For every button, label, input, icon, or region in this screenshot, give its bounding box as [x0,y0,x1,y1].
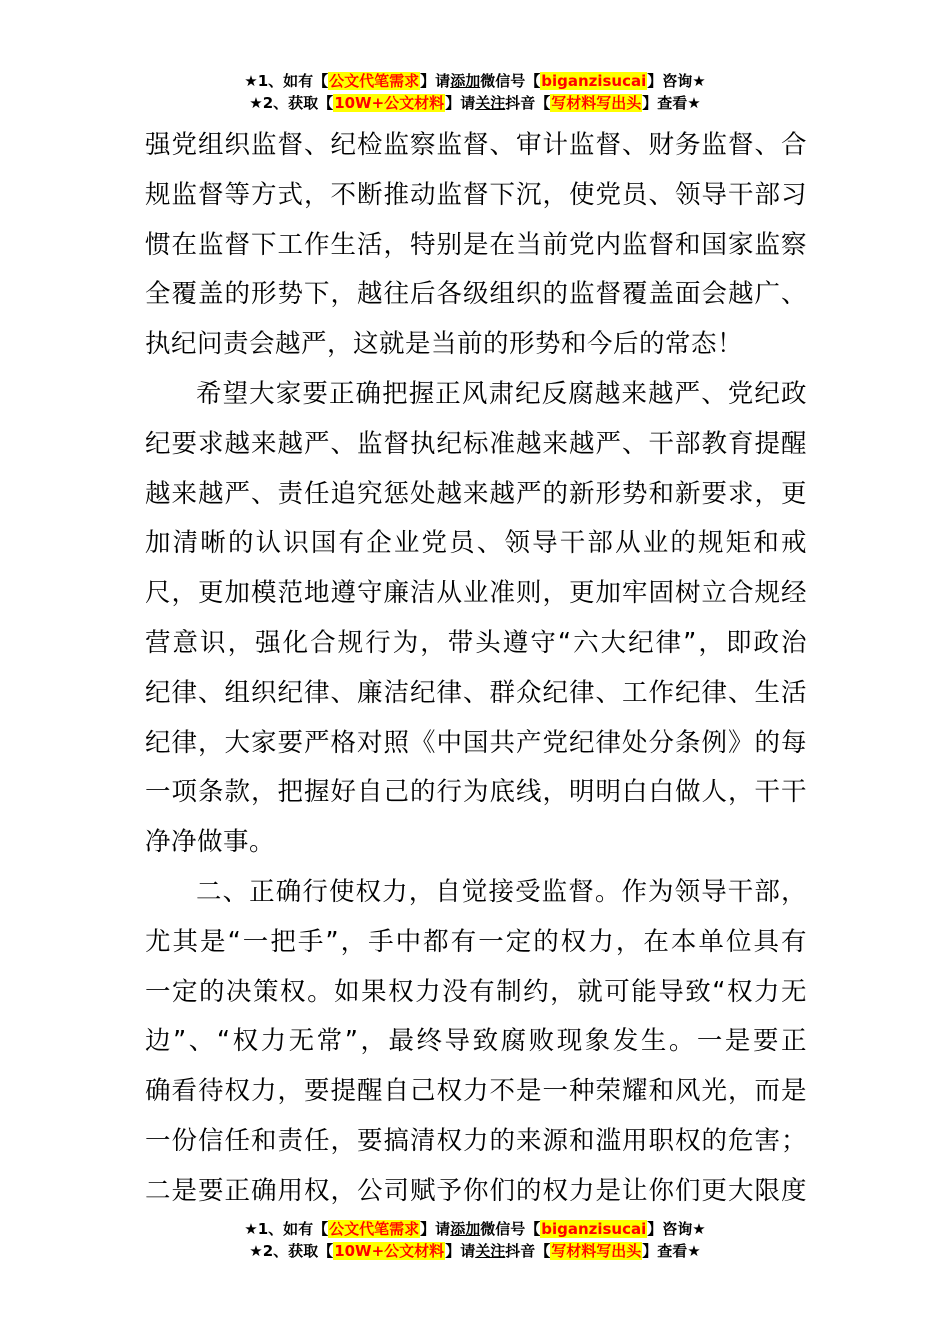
banner-line-2 [0,1240,950,1262]
banner-text: 】请 [445,1242,476,1260]
text-line: 全覆盖的形势下，越往后各级组织的监督覆盖面会越广、 [145,279,807,310]
banner-highlight: 公文代笔需求 [329,72,420,90]
text-line: 一项条款，把握好自己的行为底线，明明白白做人，干干 [145,777,807,808]
banner-underlined-text: 添加 [450,1220,481,1238]
banner-text: 微信号【 [480,1220,541,1238]
header-banner [0,70,950,114]
banner-text: 】请 [420,1220,451,1238]
text-line: 加清晰的认识国有企业党员、领导干部从业的规矩和戒 [145,528,807,559]
text-line: 净净做事。 [145,827,276,858]
banner-text: 抖音【 [505,94,551,112]
banner-underlined-text: 关注 [475,94,506,112]
banner-underlined-text: 添加 [450,72,481,90]
paragraph-first-line: 二、正确行使权力，自觉接受监督。作为领导干部， [196,876,807,907]
banner-line-1 [0,70,950,92]
banner-text: 】查看★ [642,1242,701,1260]
banner-highlight: 10W+公文材料 [334,1242,445,1260]
banner-text: ★2、获取【 [249,94,334,112]
banner-text: ★1、如有【 [244,72,329,90]
text-line: 尤其是“一把手”，手中都有一定的权力，在本单位具有 [145,926,807,957]
text-line: 规监督等方式，不断推动监督下沉，使党员、领导干部习 [145,179,807,210]
banner-text: 】请 [445,94,476,112]
banner-text: 】请 [420,72,451,90]
banner-highlight: 公文代笔需求 [329,1220,420,1238]
text-line: 纪律，大家要严格对照《中国共产党纪律处分条例》的每 [145,727,807,758]
footer-banner [0,1218,950,1262]
banner-text: ★2、获取【 [249,1242,334,1260]
text-line: 边”、“权力无常”，最终导致腐败现象发生。一是要正 [145,1026,807,1057]
text-line: 二是要正确用权，公司赋予你们的权力是让你们更大限度 [145,1175,807,1206]
text-line: 纪律、组织纪律、廉洁纪律、群众纪律、工作纪律、生活 [145,677,807,708]
banner-text: 】查看★ [642,94,701,112]
text-line: 一份信任和责任，要搞清权力的来源和滥用职权的危害； [145,1125,807,1156]
banner-text: 】咨询★ [647,72,706,90]
banner-line-2 [0,92,950,114]
banner-highlight: biganzisucai [541,72,647,90]
banner-text: 微信号【 [480,72,541,90]
text-line: 越来越严、责任追究惩处越来越严的新形势和新要求，更 [145,478,807,509]
banner-highlight: 写材料写出头 [551,1242,642,1260]
text-line: 纪要求越来越严、监督执纪标准越来越严、干部教育提醒 [145,428,807,459]
text-line: 营意识，强化合规行为，带头遵守“六大纪律”，即政治 [145,627,807,658]
text-line: 执纪问责会越严，这就是当前的形势和今后的常态！ [145,329,744,360]
text-line: 惯在监督下工作生活，特别是在当前党内监督和国家监察 [145,229,807,260]
text-line: 尺，更加模范地遵守廉洁从业准则，更加牢固树立合规经 [145,578,807,609]
banner-highlight: 10W+公文材料 [334,94,445,112]
paragraph-first-line: 希望大家要正确把握正风肃纪反腐越来越严、党纪政 [196,378,807,409]
document-body [145,121,807,1217]
banner-text: 】咨询★ [647,1220,706,1238]
banner-text: 抖音【 [505,1242,551,1260]
banner-line-1 [0,1218,950,1240]
banner-highlight: 写材料写出头 [551,94,642,112]
text-line: 强党组织监督、纪检监察监督、审计监督、财务监督、合 [145,130,807,160]
banner-text: ★1、如有【 [244,1220,329,1238]
banner-underlined-text: 关注 [475,1242,506,1260]
text-line: 一定的决策权。如果权力没有制约，就可能导致“权力无 [145,976,807,1007]
banner-highlight: biganzisucai [541,1220,647,1238]
text-line: 确看待权力，要提醒自己权力不是一种荣耀和风光，而是 [145,1076,807,1107]
